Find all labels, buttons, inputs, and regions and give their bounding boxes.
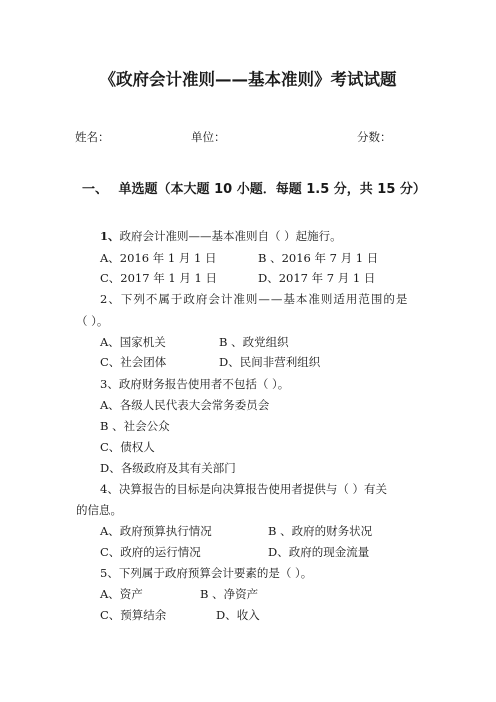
q5-option-d: D、收入 [216, 608, 260, 622]
question-1 [100, 228, 342, 244]
unit-label: 单位： [191, 130, 226, 144]
question-5: 5、下列属于政府预算会计要素的是（ ）。 [100, 566, 313, 580]
score-label: 分数： [357, 130, 392, 144]
q1-option-c: C、2017 年 1 月 1 日 [100, 271, 217, 285]
q2-option-b: B 、政党组织 [219, 335, 289, 349]
document-title: 《政府会计准则——基本准则》考试试题 [99, 70, 397, 89]
question-3: 3、政府财务报告使用者不包括（ ）。 [100, 377, 290, 391]
q2-option-c: C、社会团体 [100, 355, 167, 369]
q1-option-d: D、2017 年 7 月 1 日 [258, 271, 376, 285]
q3-option-a: A、各级人民代表大会常务委员会 [100, 398, 270, 412]
q5-option-a: A、资产 [100, 587, 143, 601]
question-4-line-2: 的信息。 [76, 503, 122, 517]
q3-option-d: D、各级政府及其有关部门 [100, 461, 236, 475]
question-1-text: 政府会计准则——基本准则自（ ）起施行。 [119, 229, 342, 243]
q5-option-b: B 、净资产 [200, 587, 259, 601]
question-1-number: 1、 [100, 229, 120, 243]
q4-option-d: D、政府的现金流量 [268, 545, 370, 559]
q3-option-c: C、债权人 [100, 440, 155, 454]
q4-option-b: B 、政府的财务状况 [268, 524, 373, 538]
section-heading [82, 178, 426, 197]
question-2-line-2: （ ）。 [76, 314, 109, 328]
q3-option-b: B 、社会公众 [100, 419, 170, 433]
q4-option-a: A、政府预算执行情况 [100, 524, 212, 538]
q5-option-c: C、预算结余 [100, 608, 167, 622]
q2-option-a: A、国家机关 [100, 335, 166, 349]
q1-option-b: B 、2016 年 7 月 1 日 [258, 251, 379, 265]
q1-option-a: A、2016 年 1 月 1 日 [100, 251, 217, 265]
question-4-line-1: 4、决算报告的目标是向决算报告使用者提供与（ ）有关 [100, 482, 387, 496]
q4-option-c: C、政府的运行情况 [100, 545, 201, 559]
name-label: 姓名： [75, 130, 110, 144]
section-number: 一、 [82, 182, 109, 197]
section-title: 单选题（本大题 10 小题．每题 1.5 分，共 15 分） [118, 182, 426, 197]
q2-option-d: D、民间非营利组织 [219, 355, 321, 369]
question-2-line-1: 2、下列不属于政府会计准则——基本准则适用范围的是 [100, 292, 409, 306]
